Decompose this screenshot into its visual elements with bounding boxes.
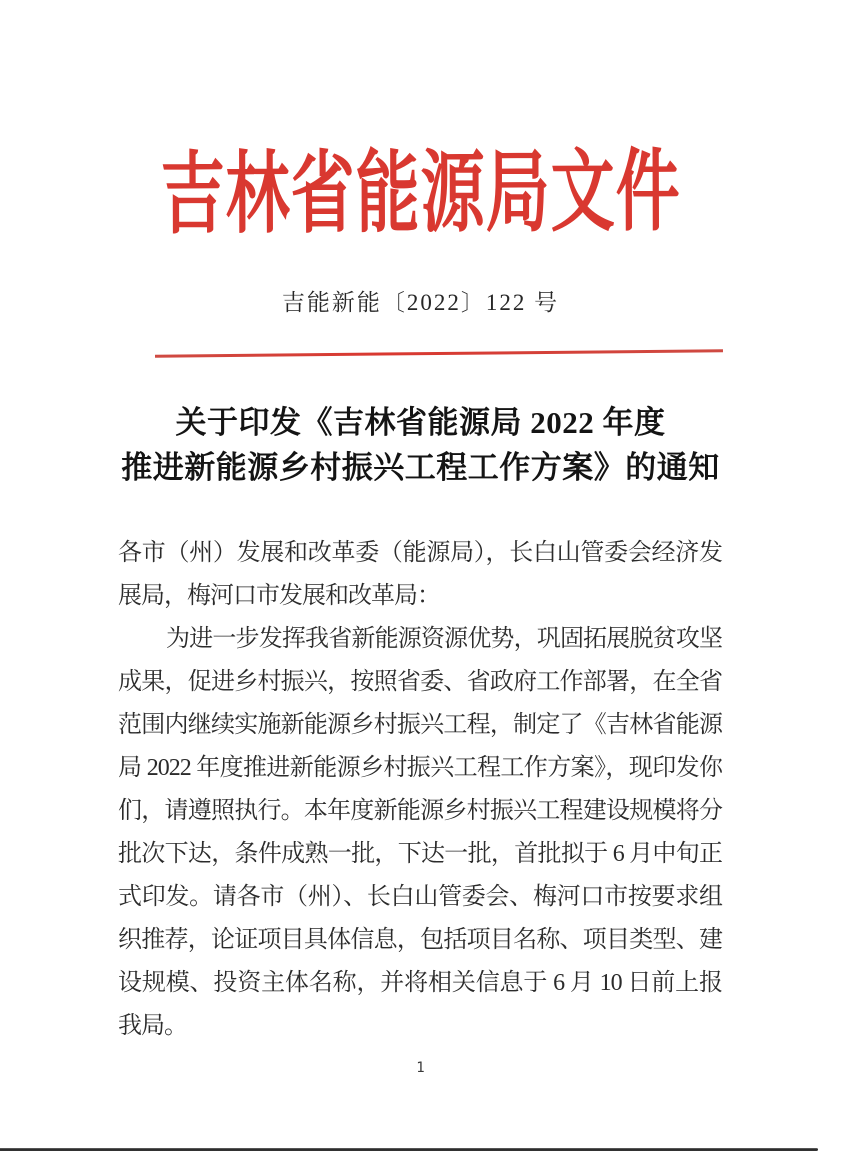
- scan-edge-artifact-line: [0, 1148, 818, 1151]
- main-body-paragraph: 为进一步发挥我省新能源资源优势，巩固拓展脱贫攻坚成果，促进乡村振兴，按照省委、省政府工作部署，在全省范围内继续实施新能源乡村振兴工程，制定了《吉林省能源局 2022 年度推进新能源乡村振兴工程工作方案》，现印发你们，请遵照执行。本年度新能源乡村振兴工程建设规模将分批次下达，条件成熟一批，下达一批，首批拟于 6 月中旬正式印发。请各市（州）、长白山管委会、梅河口市按要求组织推荐，论证项目具体信息，包括项目名称、项目类型、建设规模、投资主体名称，并将相关信息于 6 月 10 日前上报我局。: [118, 626, 722, 1039]
- document-number: 吉能新能〔2022〕122 号: [281, 290, 560, 315]
- agency-letterhead-title: 吉林省能源局文件: [160, 142, 681, 245]
- red-divider-line: [155, 349, 723, 357]
- notice-title-line-1: 关于印发《吉林省能源局 2022 年度: [175, 405, 666, 440]
- page-number: 1: [416, 1060, 425, 1076]
- notice-title: [0, 400, 841, 490]
- document-body: [118, 532, 722, 1048]
- recipients-paragraph: 各市（州）发展和改革委（能源局），长白山管委会经济发展局，梅河口市发展和改革局：: [118, 540, 722, 609]
- notice-title-line-2: 推进新能源乡村振兴工程工作方案》的通知: [121, 450, 720, 485]
